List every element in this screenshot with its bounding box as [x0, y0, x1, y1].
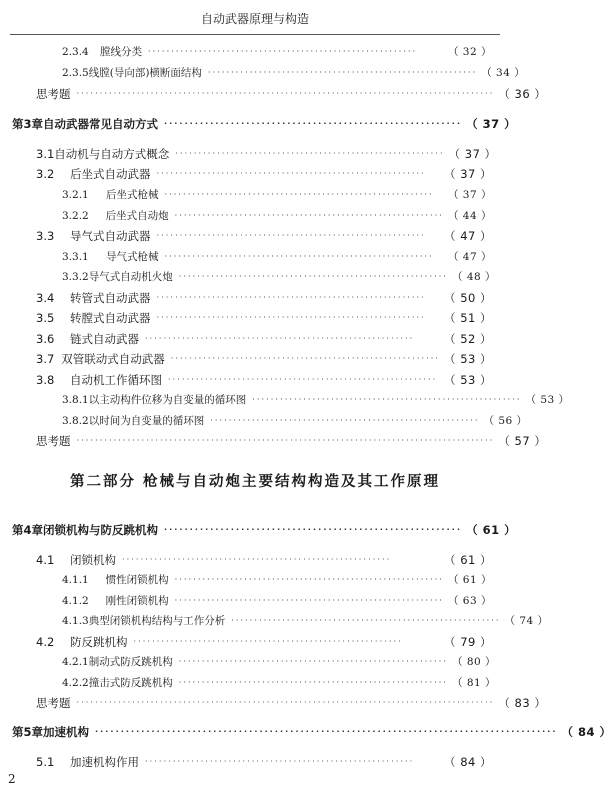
entry-number: 第3章 [12, 117, 44, 131]
entry-title: 思考题 [36, 434, 71, 448]
entry-page: （ 53 ） [525, 394, 570, 406]
entry-title: 线膛(导向部)横断面结构 [88, 67, 202, 79]
leader-dots: ·························································································· [76, 698, 495, 707]
toc-entry [62, 572, 492, 588]
entry-number: 3.2.1 [62, 189, 89, 201]
entry-title: 导气式自动武器 [70, 229, 151, 243]
entry-title: 膛线分类 [100, 46, 142, 58]
toc-entry [62, 593, 492, 609]
leader-dots: ·························································· [145, 757, 415, 766]
leader-dots: ·························································· [156, 313, 426, 322]
entry-title: 闭锁机构 [70, 553, 116, 567]
toc-entry-chapter [12, 522, 517, 538]
page-number: 2 [8, 772, 16, 786]
running-header: 自动武器原理与构造 [200, 12, 309, 26]
entry-number: 3.6 [36, 332, 55, 346]
entry-title: 自动机与自动方式概念 [54, 147, 170, 161]
entry-page: （ 63 ） [447, 595, 492, 607]
leader-dots: ·························································· [156, 293, 426, 302]
leader-dots: ·························································· [174, 596, 444, 605]
entry-number: 第5章 [12, 725, 44, 739]
toc-entry [36, 86, 547, 102]
leader-dots: ·························································· [174, 211, 444, 220]
entry-title: 链式自动武器 [70, 332, 139, 346]
leader-dots: ·························································································· [76, 436, 495, 445]
toc-entry [62, 269, 497, 285]
toc-entry [36, 146, 497, 162]
leader-dots: ·························································· [174, 575, 444, 584]
entry-page: （ 37 ） [448, 147, 497, 161]
entry-page: （ 36 ） [498, 87, 547, 101]
entry-page: （ 32 ） [447, 46, 492, 58]
entry-page: （ 48 ） [452, 271, 497, 283]
entry-page: （ 61 ） [444, 553, 492, 567]
entry-page: （ 84 ） [444, 755, 492, 769]
toc-entry [36, 634, 492, 650]
entry-page: （ 37 ） [444, 167, 492, 181]
toc-entry [62, 413, 528, 429]
entry-title: 后坐式枪械 [106, 189, 159, 201]
entry-title: 闭锁机构与防反跳机构 [43, 523, 159, 537]
toc-entry [36, 290, 492, 306]
entry-number: 4.2 [36, 635, 55, 649]
entry-page: （ 50 ） [444, 291, 492, 305]
entry-number: 2.3.5 [62, 67, 89, 79]
entry-number: 4.2.1 [62, 656, 89, 668]
entry-title: 后坐式自动武器 [70, 167, 151, 181]
entry-number: 第4章 [12, 523, 44, 537]
entry-number: 3.8.2 [62, 415, 89, 427]
toc-entry [62, 44, 492, 60]
entry-title: 以主动构件位移为自变量的循环图 [88, 394, 247, 406]
entry-title: 以时间为自变量的循环图 [88, 415, 205, 427]
leader-dots: ·························································· [164, 525, 463, 534]
entry-title: 惯性闭锁机构 [105, 574, 169, 586]
entry-page: （ 47 ） [444, 229, 492, 243]
entry-page: （ 61 ） [466, 523, 517, 537]
leader-dots: ·························································· [252, 395, 522, 404]
toc-entry [36, 695, 547, 711]
entry-page: （ 83 ） [498, 696, 547, 710]
leader-dots: ·························································· [156, 231, 426, 240]
toc-entry-chapter [12, 116, 517, 132]
entry-page: （ 53 ） [444, 352, 492, 366]
entry-number: 3.8 [36, 373, 55, 387]
toc-entry [62, 208, 492, 224]
toc-entry [62, 187, 492, 203]
leader-dots: ·························································· [210, 416, 480, 425]
toc-entry [36, 166, 492, 182]
leader-dots: ·························································· [207, 68, 478, 77]
entry-title: 自动机工作循环图 [70, 373, 162, 387]
toc-entry [62, 675, 497, 691]
entry-page: （ 47 ） [447, 251, 492, 263]
toc-entry [36, 331, 492, 347]
entry-page: （ 84 ） [561, 725, 612, 739]
entry-number: 3.1 [36, 147, 55, 161]
toc-entry [62, 392, 570, 408]
entry-number: 3.3.1 [62, 251, 89, 263]
entry-number: 4.1 [36, 553, 55, 567]
entry-page: （ 74 ） [504, 615, 549, 627]
toc-entry [62, 65, 526, 81]
entry-page: （ 51 ） [444, 311, 492, 325]
entry-page: （ 37 ） [447, 189, 492, 201]
entry-number: 3.8.1 [62, 394, 89, 406]
entry-title: 典型闭锁机构结构与工作分析 [88, 615, 226, 627]
entry-page: （ 53 ） [444, 373, 492, 387]
entry-number: 4.1.2 [62, 595, 89, 607]
toc-entry-chapter [12, 724, 612, 740]
entry-number: 3.7 [36, 352, 55, 366]
toc-entry [36, 372, 492, 388]
leader-dots: ·························································· [178, 678, 449, 687]
entry-title: 防反跳机构 [70, 635, 128, 649]
entry-number: 3.4 [36, 291, 55, 305]
entry-number: 3.5 [36, 311, 55, 325]
entry-page: （ 80 ） [452, 656, 497, 668]
entry-title: 思考题 [36, 696, 71, 710]
leader-dots: ·························································· [231, 616, 501, 625]
entry-page: （ 81 ） [452, 677, 497, 689]
leader-dots: ·························································· [170, 354, 441, 363]
leader-dots: ·························································· [168, 375, 438, 384]
leader-dots: ·························································· [164, 190, 434, 199]
entry-number: 4.1.3 [62, 615, 89, 627]
entry-title: 制动式防反跳机构 [88, 656, 173, 668]
leader-dots: ·························································································· [76, 89, 495, 98]
entry-number: 3.2.2 [62, 210, 89, 222]
leader-dots: ·························································· [164, 119, 463, 128]
leader-dots: ·························································· [148, 47, 418, 56]
leader-dots: ·························································· [175, 149, 445, 158]
leader-dots: ·························································· [145, 334, 415, 343]
leader-dots: ·························································· [122, 555, 392, 564]
entry-title: 转管式自动武器 [70, 291, 151, 305]
leader-dots: ·························································· [156, 169, 426, 178]
entry-title: 导气式自动机火炮 [88, 271, 173, 283]
entry-number: 4.1.1 [62, 574, 89, 586]
entry-page: （ 37 ） [466, 117, 517, 131]
entry-title: 自动武器常见自动方式 [43, 117, 159, 131]
leader-dots: ·························································· [133, 637, 403, 646]
entry-title: 撞击式防反跳机构 [88, 677, 173, 689]
entry-title: 加速机构 [43, 725, 90, 739]
entry-page: （ 57 ） [498, 434, 547, 448]
toc-entry [36, 310, 492, 326]
entry-page: （ 34 ） [481, 67, 526, 79]
entry-title: 后坐式自动炮 [105, 210, 169, 222]
leader-dots: ·························································· [178, 272, 449, 281]
toc-entry [36, 351, 492, 367]
entry-title: 思考题 [36, 87, 71, 101]
toc-entry [62, 654, 497, 670]
toc-entry [36, 433, 547, 449]
part-title: 第二部分 枪械与自动炮主要结构构造及其工作原理 [69, 473, 441, 490]
entry-page: （ 79 ） [444, 635, 492, 649]
entry-title: 导气式枪械 [106, 251, 159, 263]
entry-title: 加速机构作用 [70, 755, 139, 769]
toc-entry [36, 754, 492, 770]
entry-number: 4.2.2 [62, 677, 89, 689]
entry-page: （ 56 ） [483, 415, 528, 427]
entry-number: 3.2 [36, 167, 55, 181]
leader-dots: ·························································································· [95, 727, 558, 736]
entry-number: 2.3.4 [62, 46, 89, 58]
entry-title: 转膛式自动武器 [70, 311, 151, 325]
entry-page: （ 44 ） [447, 210, 492, 222]
toc-entry [36, 228, 492, 244]
toc-entry [36, 552, 492, 568]
entry-number: 5.1 [36, 755, 55, 769]
entry-title: 刚性闭锁机构 [105, 595, 169, 607]
entry-title: 双管联动式自动武器 [61, 352, 165, 366]
toc-entry [62, 249, 492, 265]
toc-entry [62, 613, 549, 629]
leader-dots: ·························································· [164, 252, 434, 261]
entry-page: （ 61 ） [447, 574, 492, 586]
leader-dots: ·························································· [178, 657, 449, 666]
entry-page: （ 52 ） [444, 332, 492, 346]
entry-number: 3.3.2 [62, 271, 89, 283]
entry-number: 3.3 [36, 229, 55, 243]
